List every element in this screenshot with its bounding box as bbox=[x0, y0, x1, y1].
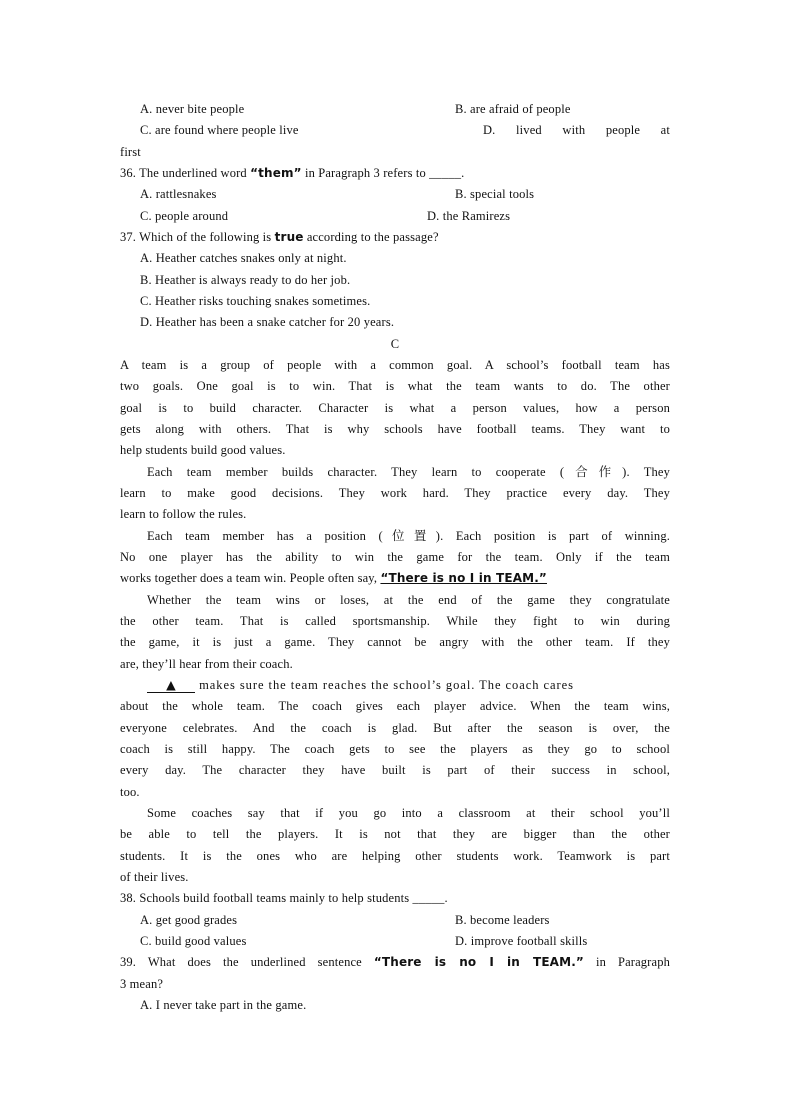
paragraph-3-line: Each team member has a position (位置). Each position is part of winning. bbox=[147, 529, 670, 543]
paragraph-4-line: the other team. That is called sportsmanship. While they fight to win during bbox=[120, 614, 670, 628]
paragraph-6-line: students. It is the ones who are helping other students work. Teamwork is part bbox=[120, 849, 670, 863]
q37-option-c: C. Heather risks touching snakes sometimes. bbox=[140, 294, 371, 308]
q38-option-d: D. improve football skills bbox=[455, 934, 588, 948]
q37-stem-pre: 37. Which of the following is bbox=[120, 230, 275, 244]
paragraph-5-first-line bbox=[147, 677, 670, 693]
paragraph-2-line: Each team member builds character. They learn to cooperate (合作). They bbox=[147, 465, 670, 479]
q39-option-a: A. I never take part in the game. bbox=[140, 998, 307, 1012]
paragraph-5-first-post: makes sure the team reaches the school’s goal. The coach cares bbox=[195, 678, 574, 692]
q35-option-d-continued: first bbox=[120, 145, 141, 159]
paragraph-5-line: coach is still happy. The coach gets to see the players as they go to school bbox=[120, 742, 670, 756]
q39-stem-post: in Paragraph bbox=[583, 955, 670, 969]
q36-stem-post: in Paragraph 3 refers to _____. bbox=[301, 166, 465, 180]
q36-option-a: A. rattlesnakes bbox=[140, 187, 217, 201]
paragraph-1-line: two goals. One goal is to win. That is what the team wants to do. The other bbox=[120, 379, 670, 393]
q37-stem-post: according to the passage? bbox=[303, 230, 439, 244]
paragraph-1-line: A team is a group of people with a common goal. A school’s football team has bbox=[120, 358, 670, 372]
q37-keyword: true bbox=[274, 230, 304, 244]
q36-stem-pre: 36. The underlined word bbox=[120, 166, 251, 180]
q38-option-a: A. get good grades bbox=[140, 913, 238, 927]
paragraph-4-line: are, they’ll hear from their coach. bbox=[120, 657, 293, 671]
q37-option-b: B. Heather is always ready to do her job. bbox=[140, 273, 351, 287]
q37-option-a: A. Heather catches snakes only at night. bbox=[140, 251, 347, 265]
paragraph-2-line: learn to follow the rules. bbox=[120, 507, 247, 521]
q38-option-b: B. become leaders bbox=[455, 913, 550, 927]
q38-stem: 38. Schools build football teams mainly to help students _____. bbox=[120, 891, 448, 905]
paragraph-4-line: Whether the team wins or loses, at the end of the game they congratulate bbox=[147, 593, 670, 607]
paragraph-3-line bbox=[120, 570, 670, 586]
passage-c-heading: C bbox=[390, 337, 400, 351]
paragraph-5-line: about the whole team. The coach gives each player advice. When the team wins, bbox=[120, 699, 670, 713]
paragraph-1-line: goal is to build character. Character is what a person values, how a person bbox=[120, 401, 670, 415]
q36-underlined-word: “them” bbox=[250, 166, 302, 180]
paragraph-1-line: gets along with others. That is why schools have football teams. They want to bbox=[120, 422, 670, 436]
q36-stem bbox=[120, 165, 670, 181]
q39-stem-pre: 39. What does the underlined sentence bbox=[120, 955, 374, 969]
q37-option-d: D. Heather has been a snake catcher for 20 years. bbox=[140, 315, 395, 329]
blank-triangle-icon: ▲ bbox=[147, 678, 195, 693]
paragraph-5-line: everyone celebrates. And the coach is glad. But after the season is over, the bbox=[120, 721, 670, 735]
paragraph-5-line: every day. The character they have built is part of their success in school, bbox=[120, 763, 670, 777]
paragraph-4-line: the game, it is just a game. They cannot be angry with the other team. If they bbox=[120, 635, 670, 649]
q35-option-c: C. are found where people live bbox=[140, 123, 299, 137]
q36-option-d: D. the Ramirezs bbox=[427, 209, 511, 223]
q39-stem-continued: 3 mean? bbox=[120, 977, 164, 991]
q37-stem bbox=[120, 229, 670, 245]
underlined-sentence: “There is no I in TEAM.” bbox=[380, 571, 547, 585]
q39-quoted-sentence: “There is no I in TEAM.” bbox=[373, 955, 584, 969]
paragraph-5-line: too. bbox=[120, 785, 140, 799]
paragraph-2-line: learn to make good decisions. They work hard. They practice every day. They bbox=[120, 486, 670, 500]
q38-option-c: C. build good values bbox=[140, 934, 247, 948]
q35-option-a: A. never bite people bbox=[140, 102, 245, 116]
paragraph-3-last-pre: works together does a team win. People often say, bbox=[120, 571, 381, 585]
paragraph-3-line: No one player has the ability to win the game for the team. Only if the team bbox=[120, 550, 670, 564]
q36-option-c: C. people around bbox=[140, 209, 229, 223]
q35-option-b: B. are afraid of people bbox=[455, 102, 571, 116]
paragraph-6-line: Some coaches say that if you go into a classroom at their school you’ll bbox=[147, 806, 670, 820]
q35-option-d: D. lived with people at bbox=[483, 123, 670, 137]
paragraph-1-line: help students build good values. bbox=[120, 443, 286, 457]
q36-option-b: B. special tools bbox=[455, 187, 535, 201]
paragraph-6-line: of their lives. bbox=[120, 870, 189, 884]
paragraph-6-line: be able to tell the players. It is not that they are bigger than the other bbox=[120, 827, 670, 841]
q39-stem bbox=[120, 954, 670, 970]
